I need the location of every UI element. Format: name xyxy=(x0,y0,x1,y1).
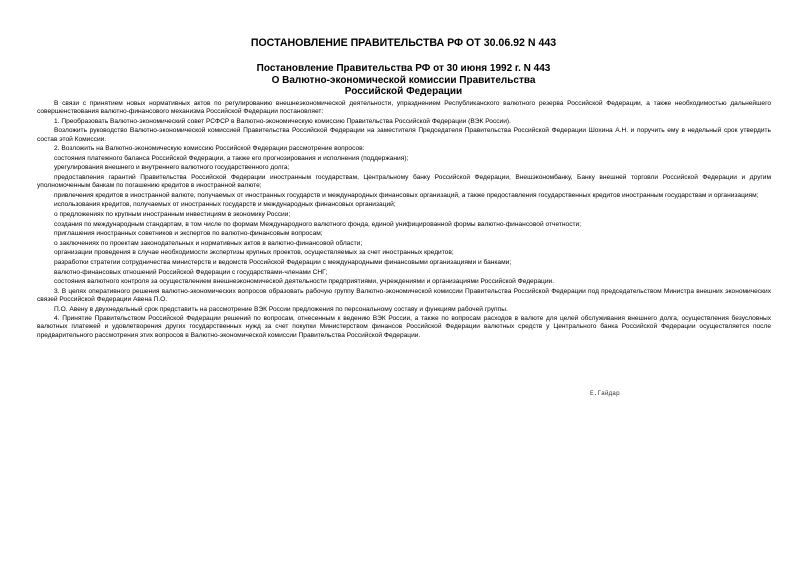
paragraph-list-entry: о предложениях по крупным иностранным инвестициям в экономику России; xyxy=(54,210,291,218)
paragraph-list-entry: создания по международным стандартам, в том числе по формам Международного валютного фонда, единой унифицированной формы валютно-финансовой отчетности; xyxy=(54,220,582,228)
subtitle-line: Постановление Правительства РФ от 30 июня 1992 г. N 443 xyxy=(256,63,551,74)
paragraph-list-entry: урегулирования внешнего и внутреннего валютного государственного долга; xyxy=(54,164,290,172)
subtitle-line: Российской Федерации xyxy=(344,86,463,97)
signature: Е.Гайдар xyxy=(590,390,620,397)
document-subtitle xyxy=(0,63,807,98)
paragraph-list-entry: использования кредитов, получаемых от иностранных государств и международных финансовых организаций; xyxy=(54,201,396,209)
paragraph-list-entry: предоставления гарантий Правительства Российской Федерации иностранным государствам, Центральному банку Российской Федерации, Внешэкономбанку, Банку внешней торговли Российской Федерации и другим уполномоченным банкам по погашению кредитов в иностранной валюте; xyxy=(37,173,771,190)
paragraph: Возложить руководство Валютно-экономической комиссией Правительства Российской Федерации на заместителя Председателя Правительства Российской Федерации Шохина А.Н. и поручить ему в недельный срок утвердить состав этой Комиссии. xyxy=(37,127,771,143)
paragraph-list-entry: состояния платежного баланса Российской Федерации, а также его прогнозирования и исполнения (поддержания); xyxy=(54,154,409,162)
paragraph-list-entry: состояния валютного контроля за осуществлением внешнеэкономической деятельности предприятиями, учреждениями и организациями Российской Федерации. xyxy=(54,278,555,286)
paragraph-list-entry: организации проведения в случае необходимости экспертизы крупных проектов, осуществляемых за счет иностранных кредитов; xyxy=(54,249,454,257)
subtitle-line: О Валютно-экономической комиссии Правительства xyxy=(271,74,536,86)
document-body xyxy=(37,100,771,341)
paragraph-list-entry: о заключениях по проектам законодательных и нормативных актов в валютно-финансовой области; xyxy=(54,239,363,247)
paragraph-item-4: 4. Принятие Правительством Российской Федерации решений по вопросам, отнесенным к ведению ВЭК России, а также по вопросам расходов в валюте для целей обслуживания внешнего долга, осуществления безусловных валютных платежей и удовлетворения других государственных нужд за счет покупки Министерством финансов Российской Федерации валютных средств у Центрального банка Российской Федерации осуществляется после предварительного рассмотрения этих вопросов в Валютно-экономической комиссии Правительства Российской Федерации. xyxy=(37,315,771,339)
paragraph-list-entry: привлечения кредитов в иностранной валюте, получаемых от иностранных государств и международных финансовых организаций, а также предоставления государственных кредитов иностранным государствам и организациям; xyxy=(54,191,759,199)
paragraph-item-3: 3. В целях оперативного решения валютно-экономических вопросов образовать рабочую группу Валютно-экономической комиссии Правительства Российской Федерации под председательством Министра внешних экономических связей Российской Федерации Авена П.О. xyxy=(37,287,771,303)
paragraph-list-entry: разработки стратегии сотрудничества министерств и ведомств Российской Федерации с международными финансовыми организациями и банками; xyxy=(54,258,512,266)
paragraph-item-2: 2. Возложить на Валютно-экономическую комиссию Российской Федерации рассмотрение вопросов: xyxy=(54,145,365,153)
paragraph-preamble: В связи с принятием новых нормативных актов по регулированию внешнеэкономической деятельности, упразднением Республиканского валютного резерва Российской Федерации, а также необходимостью дальнейшего совершенствования валютно-финансового механизма Российской Федерации постановляет: xyxy=(37,100,771,116)
paragraph-item-1: 1. Преобразовать Валютно-экономический совет РСФСР в Валютно-экономическую комиссию Правительства Российской Федерации (ВЭК России). xyxy=(54,117,511,125)
paragraph: П.О. Авену в двухнедельный срок представить на рассмотрение ВЭК России предложения по персональному составу и функциям рабочей группы. xyxy=(54,305,508,313)
document-title: ПОСТАНОВЛЕНИЕ ПРАВИТЕЛЬСТВА РФ ОТ 30.06.92 N 443 xyxy=(250,37,557,49)
paragraph-list-entry: валютно-финансовых отношений Российской Федерации с государствами-членами СНГ; xyxy=(54,268,328,276)
paragraph-list-entry: приглашения иностранных советников и экспертов по валютно-финансовым вопросам; xyxy=(54,230,323,238)
